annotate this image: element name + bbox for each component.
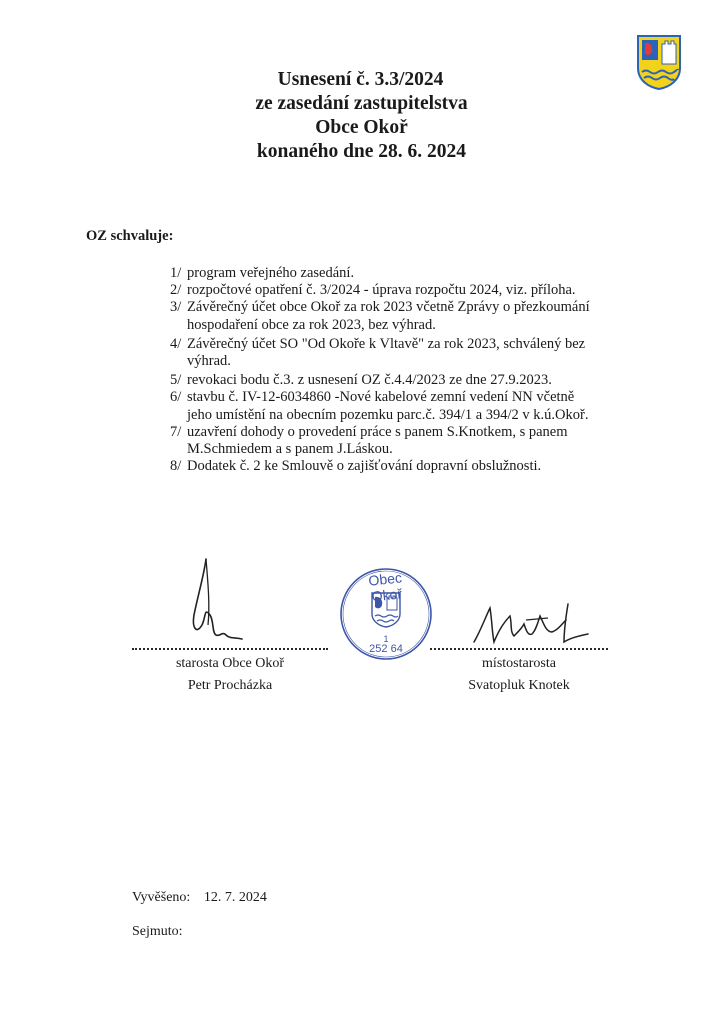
posted-value: 12. 7. 2024	[203, 890, 267, 905]
title-line-3: Obce Okoř	[315, 117, 408, 138]
stamp-postal-code: 252 64	[369, 643, 403, 655]
item-text: stavbu č. IV-12-6034860 -Nové kabelové zemní vedení NN včetně	[187, 389, 575, 406]
item-text: hospodaření obce za rok 2023, bez výhrad.	[187, 316, 436, 333]
item-number: 1/	[170, 265, 182, 281]
item-number: 2/	[170, 282, 182, 299]
list-item	[170, 458, 610, 475]
list-item	[170, 372, 610, 389]
removed-label: Sejmuto:	[132, 924, 183, 939]
signatory-role-left: starosta Obce Okoř	[175, 656, 285, 671]
signatory-role-right: místostarosta	[482, 656, 556, 671]
title-line-2: ze zasedání zastupitelstva	[255, 93, 468, 114]
title-line-4: konaného dne 28. 6. 2024	[256, 141, 467, 162]
list-item	[170, 299, 610, 333]
item-text: výhrad.	[187, 353, 231, 370]
item-number: 7/	[170, 423, 182, 440]
list-item	[170, 389, 610, 423]
posted-date-row	[132, 890, 267, 906]
document-title	[0, 68, 723, 164]
posted-label: Vyvěšeno:	[132, 890, 191, 905]
item-text: jeho umístění na obecním pozemku parc.č. 394/1 a 394/2 v k.ú.Okoř.	[187, 406, 589, 423]
signatory-name-left: Petr Procházka	[187, 678, 273, 693]
item-number: 8/	[170, 458, 182, 475]
stamp-title: Obec Okoř	[367, 569, 403, 605]
list-item	[170, 265, 610, 282]
list-item	[170, 424, 610, 458]
resolution-list	[170, 265, 610, 475]
title-line-1: Usnesení č. 3.3/2024	[277, 69, 444, 90]
signature-right	[470, 602, 590, 650]
list-item	[170, 336, 610, 370]
signature-line-right	[430, 648, 608, 650]
signatory-name-right: Svatopluk Knotek	[468, 678, 570, 693]
item-text: Dodatek č. 2 ke Smlouvě o zajišťování dopravní obslužnosti.	[187, 458, 542, 475]
item-number: 4/	[170, 335, 182, 352]
item-text: rozpočtové opatření č. 3/2024 - úprava rozpočtu 2024, viz. příloha.	[187, 282, 576, 299]
item-number: 5/	[170, 372, 182, 389]
item-text: uzavření dohody o provedení práce s panem S.Knotkem, s panem	[187, 423, 568, 440]
item-text: Závěrečný účet obce Okoř za rok 2023 včetně Zprávy o přezkoumání	[187, 299, 590, 316]
signature-left	[186, 555, 246, 650]
item-text: M.Schmiedem a s panem J.Láskou.	[187, 441, 393, 458]
signature-line-left	[132, 648, 328, 650]
list-item	[170, 282, 610, 299]
removed-date-row	[132, 924, 183, 940]
intro-heading: OZ schvaluje:	[86, 228, 174, 244]
item-number: 6/	[170, 389, 182, 406]
item-text: revokaci bodu č.3. z usnesení OZ č.4.4/2023 ze dne 27.9.2023.	[187, 372, 552, 389]
stamp-number: 1	[383, 634, 389, 644]
item-text: program veřejného zasedání.	[187, 265, 355, 281]
item-text: Závěrečný účet SO "Od Okoře k Vltavě" za rok 2023, schválený bez	[187, 335, 586, 352]
item-number: 3/	[170, 299, 182, 316]
official-stamp	[338, 566, 434, 662]
